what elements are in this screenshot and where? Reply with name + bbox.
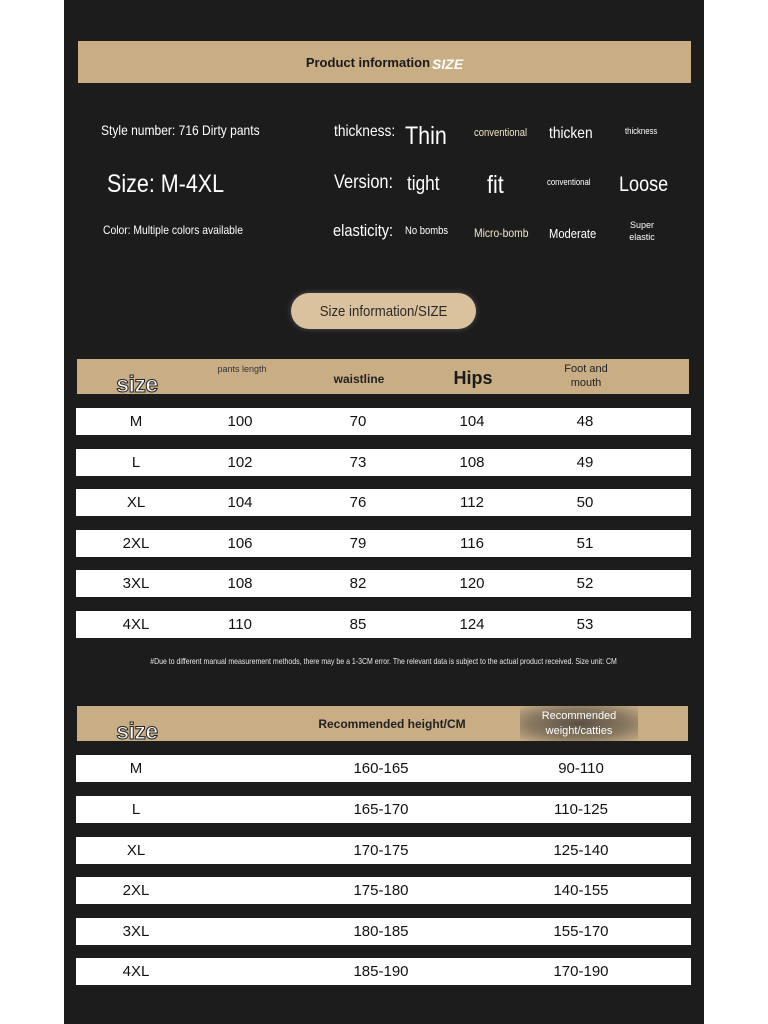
size-table-cell-foot-mouth: 53 [576,616,594,633]
recommend-table-header-height: Recommended height/CM [318,716,466,731]
size-table-row [76,489,691,516]
measurement-note-text: #Due to different manual measurement methods, there may be a 1-3CM error. The relevant data is subject to the actual product received. Size unit: CM [150,656,618,666]
version-option-fit: fit [487,171,504,199]
size-table-cell-pants-length: 110 [228,616,252,633]
recommend-table-cell-height: 160-165 [353,760,409,777]
thickness-label: thickness: [334,123,396,140]
recommend-table-cell-weight: 155-170 [553,923,609,940]
size-table-cell-hips: 104 [459,413,485,430]
product-info-label: Product information [305,54,431,70]
version-option-conventional: conventional [547,177,591,187]
elasticity-option-no-bombs: No bombs [405,225,449,237]
recommend-table-cell-weight: 125-140 [553,842,609,859]
recommend-table-cell-size: XL [126,842,146,859]
size-table-cell-hips: 108 [459,454,485,471]
size-table-cell-pants-length: 100 [227,413,253,430]
recommend-table-header-weight: Recommended weight/catties [520,706,638,741]
recommend-table-cell-weight: 170-190 [553,963,609,980]
size-table-cell-foot-mouth: 49 [576,454,594,471]
recommend-table-row [76,918,691,945]
product-info-banner [78,41,691,83]
size-table-cell-size: 2XL [122,535,150,552]
product-info-size-tag: SIZE [432,56,464,72]
size-table-cell-size: M [129,413,143,430]
elasticity-option-micro-bomb: Micro-bomb [474,226,529,240]
recommend-table-cell-height: 165-170 [353,801,409,818]
size-table-header-foot-mouth: Foot and mouth [564,362,608,389]
size-table-cell-pants-length: 106 [227,535,253,552]
recommend-table-header-size: size [116,718,158,744]
color-availability: Color: Multiple colors available [103,223,243,237]
size-table-row [76,408,691,435]
thickness-option-thickness: thickness [625,126,658,136]
size-table-cell-foot-mouth: 52 [576,575,594,592]
version-label: Version: [334,172,394,193]
size-table-cell-pants-length: 108 [227,575,253,592]
size-table-header-hips: Hips [453,368,493,388]
size-table-cell-pants-length: 104 [227,494,253,511]
recommend-table-row [76,958,691,985]
size-table-cell-waistline: 79 [349,535,367,552]
recommend-table-cell-size: 3XL [122,923,150,940]
recommend-table-cell-size: M [129,760,143,777]
recommend-table-cell-size: L [131,801,141,818]
thickness-option-conventional: conventional [474,127,528,139]
recommend-table-row [76,796,691,823]
size-table-cell-hips: 112 [460,494,484,511]
size-range: Size: M-4XL [107,170,225,198]
recommend-table-row [76,755,691,782]
size-table-cell-waistline: 73 [349,454,367,471]
recommend-table-cell-height: 175-180 [353,882,409,899]
size-table-cell-foot-mouth: 50 [576,494,594,511]
size-table-cell-waistline: 70 [349,413,367,430]
size-chart-panel [64,0,704,1024]
recommend-table-cell-weight: 140-155 [553,882,609,899]
version-option-tight: tight [407,173,440,195]
elasticity-option-moderate: Moderate [549,226,597,241]
size-table-header-size: size [116,371,158,397]
version-option-loose: Loose [619,173,669,196]
size-table-header [77,359,689,397]
measurement-note [64,656,704,666]
size-table-cell-waistline: 82 [349,575,367,592]
size-table-cell-hips: 120 [459,575,485,592]
recommend-table-header [77,706,688,744]
recommend-table-cell-height: 170-175 [353,842,409,859]
size-table-cell-foot-mouth: 51 [576,535,594,552]
size-table-cell-waistline: 85 [349,616,367,633]
recommend-table-cell-size: 2XL [122,882,150,899]
recommend-table-cell-weight: 110-125 [554,801,608,818]
elasticity-option-super-elastic: Super elastic [629,220,655,243]
size-info-pill [291,293,476,329]
elasticity-label: elasticity: [333,221,394,240]
size-table-cell-waistline: 76 [349,494,367,511]
size-table-cell-hips: 124 [459,616,485,633]
recommend-table-cell-height: 185-190 [353,963,409,980]
size-table-cell-size: L [131,454,141,471]
recommend-table-row [76,837,691,864]
size-table-cell-hips: 116 [460,535,484,552]
size-table-row [76,570,691,597]
size-table-header-pants-length: pants length [217,363,267,374]
thickness-option-thicken: thicken [549,125,593,142]
size-table-row [76,530,691,557]
size-table-cell-foot-mouth: 48 [576,413,594,430]
size-table-cell-size: 4XL [122,616,150,633]
recommend-table-row [76,877,691,904]
thickness-option-thin: Thin [405,122,447,150]
size-table-row [76,449,691,476]
size-table-cell-size: 3XL [122,575,150,592]
size-table-cell-pants-length: 102 [227,454,253,471]
style-number: Style number: 716 Dirty pants [101,122,260,138]
size-table-cell-size: XL [126,494,146,511]
size-table-row [76,611,691,638]
recommend-table-cell-weight: 90-110 [558,760,604,777]
size-info-pill-label: Size information/SIZE [319,302,448,320]
size-table-header-waistline: waistline [333,371,385,386]
recommend-table-cell-height: 180-185 [353,923,409,940]
recommend-table-cell-size: 4XL [122,963,150,980]
